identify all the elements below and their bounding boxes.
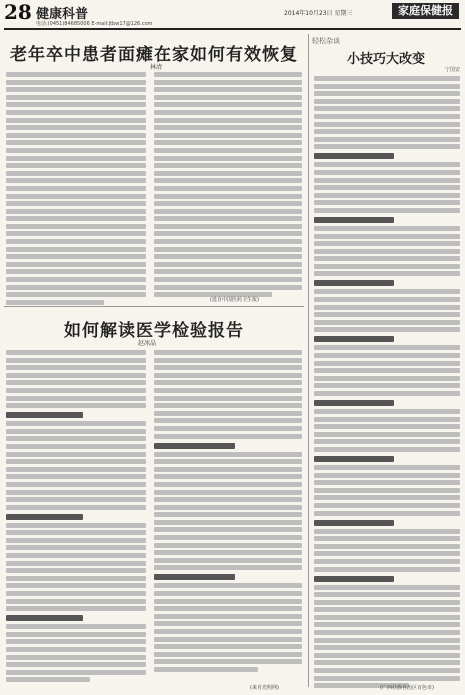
page-header xyxy=(0,0,465,28)
article1-column-1 xyxy=(6,72,146,307)
article-separator xyxy=(4,306,304,307)
section-title: 健康科普 xyxy=(36,7,89,22)
article2-column-2 xyxy=(154,350,302,675)
article1-title: 老年卒中患者面瘫在家如何有效恢复 xyxy=(10,45,298,65)
article2-source: (来自光明网) xyxy=(250,685,279,691)
newspaper-brand: 家庭保健报 xyxy=(392,3,459,19)
sidebar-author: 宁国安 xyxy=(444,67,460,73)
sidebar-body xyxy=(314,76,460,691)
article2-title: 如何解读医学检验报告 xyxy=(64,321,244,341)
sidebar-title: 小技巧大改变 xyxy=(346,52,425,67)
article1-column-2 xyxy=(154,72,302,300)
article2-column-1 xyxy=(6,350,146,685)
article2-author: 赵冰晶 xyxy=(138,340,157,347)
article1-author: 林清 xyxy=(150,64,163,71)
column-divider xyxy=(308,34,309,687)
sidebar-source: (广西壮族自治区百色市) xyxy=(380,685,434,691)
header-rule xyxy=(4,28,461,30)
page-number: 28 xyxy=(4,0,32,24)
article1-source: (选自中国医药卫生报) xyxy=(210,297,259,303)
sidebar-label: 轻松杂谈 xyxy=(312,37,340,45)
issue-date: 2014年10月23日 星期三 xyxy=(284,10,353,17)
contact-line: 电话:(0451)84685006 E-mail:jtbw17@126.com xyxy=(36,21,153,27)
